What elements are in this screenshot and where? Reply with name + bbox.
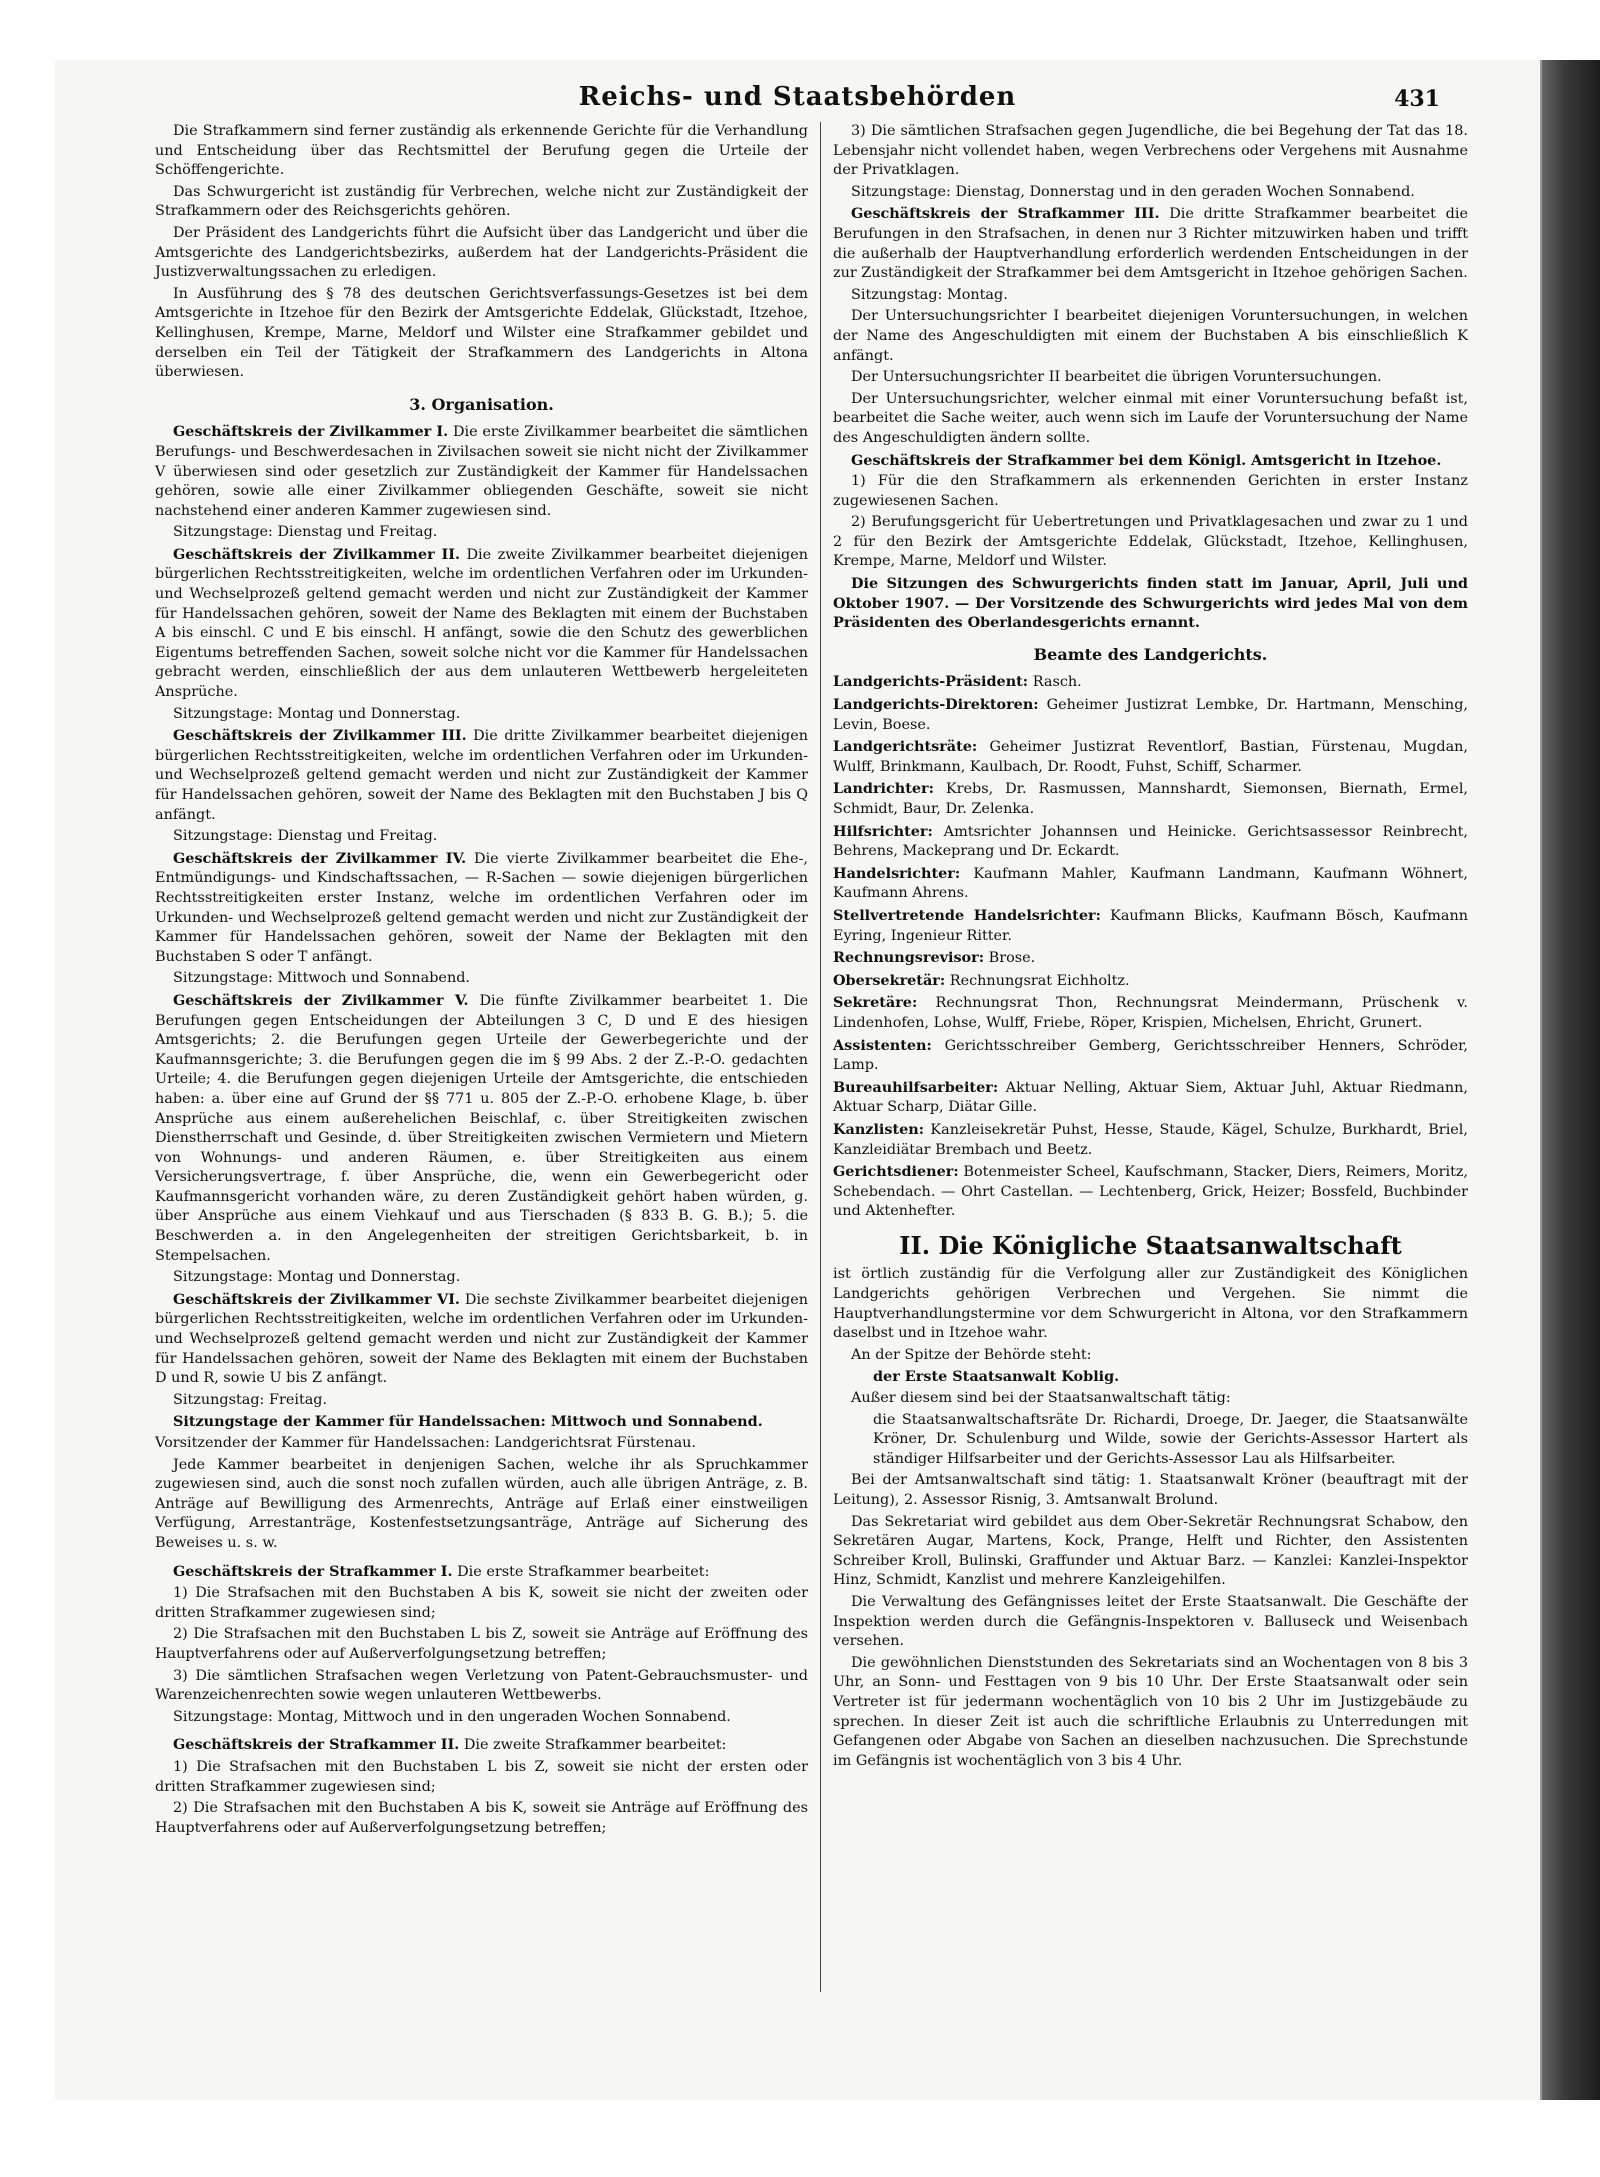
paragraph: Vorsitzender der Kammer für Handelssachen: Landgerichtsrat Fürstenau. [155, 1435, 697, 1451]
document-page [55, 60, 1540, 2100]
running-title: Reichs- und Staatsbehörden [578, 82, 1017, 112]
paragraph-heading: Geschäftskreis der Zivilkammer III. [173, 727, 467, 745]
paragraph: Jede Kammer bearbeitet in denjenigen Sachen, welche ihr als Spruchkammer zugewiesen sind, auch die sonst noch zufallen würden, auch alle übrigen Anträge, z. B. Anträge auf Bewilligung des Armenrechts, Anträge auf Erlaß einer einstweiligen Verfügung, Arrestanträge, Kostenfestsetzungsanträge, Anträge auf Sicherung des Beweises u. s. w. [155, 1456, 808, 1551]
paragraph [155, 849, 808, 968]
sitting-days: Sitzungstage: Montag, Mittwoch und in den ungeraden Wochen Sonnabend. [173, 1708, 731, 1725]
staff-label: Landgerichts-Präsident: [833, 673, 1029, 691]
staff-names: Geheimer Justizrat Lembke, Dr. Hartmann, Mensching, Levin, Boese. [833, 697, 1468, 733]
paragraph [155, 991, 808, 1266]
staff-label: Gerichtsdiener: [833, 1163, 959, 1181]
paragraph-text: Die sechste Zivilkammer bearbeitet diejenigen bürgerlichen Rechtsstreitigkeiten, welche im ordentlichen Verfahren oder im Urkunden- und Wechselprozeß geltend gemacht werden und nicht zur Zuständigkeit der Kammer für Handelssachen gehören, soweit der Name des Beklagten mit einem der Buchstaben D und R, sowie U bis Z anfängt. [155, 1291, 809, 1387]
sitting-days: Sitzungstage: Montag und Donnerstag. [173, 1269, 461, 1286]
section-heading: 3. Organisation. [409, 394, 554, 414]
paragraph [155, 1290, 808, 1389]
staff-names: Amtsrichter Johannsen und Heinicke. Gerichtsassessor Reinbrecht, Behrens, Mackeprang und Dr. Eckardt. [833, 823, 1468, 860]
staff-entry [833, 971, 1468, 992]
staff-names: Rasch. [1032, 674, 1082, 691]
sitting-days: Sitzungstag: Montag. [851, 286, 1008, 303]
paragraph [155, 726, 808, 825]
paragraph: Die Sitzungen des Schwurgerichts finden statt im Januar, April, Juli und Oktober 1907. — Der Vorsitzende des Schwurgerichts wird jedes Mal von dem Präsidenten des Oberlandesgerichts ernannt. [833, 575, 1468, 632]
section-heading: Beamte des Landgerichts. [1033, 644, 1268, 664]
paragraph-text: Die erste Zivilkammer bearbeitet die sämtlichen Berufungs- und Beschwerdesachen in Zivilsachen soweit sie nicht nicht der Zivilkammer V überwiesen sind oder gesetzlich zur Zuständigkeit der Kammer für Handelssachen gehören, sowie alle einer Zivilkammer obliegenden Geschäfte, soweit sie nicht nachstehend einer anderen Kammer zugewiesen sind. [155, 424, 808, 519]
paragraph-heading: Geschäftskreis der Zivilkammer I. [173, 423, 449, 441]
staff-entry [833, 948, 1468, 969]
staff-entry [833, 672, 1468, 693]
staff-names: Geheimer Justizrat Reventlorf, Bastian, Fürstenau, Mugdan, Wulff, Brinkmann, Kaulbach, Dr. Roodt, Fuhst, Schiff, Scharmer. [833, 739, 1468, 775]
staff-names: Aktuar Nelling, Aktuar Siem, Aktuar Juhl, Aktuar Riedmann, Aktuar Scharp, Diätar Gille. [833, 1079, 1468, 1116]
staff-entry [833, 1120, 1468, 1160]
staff-label: Landrichter: [833, 780, 934, 798]
paragraph [155, 422, 808, 521]
list-item: 2) Berufungsgericht für Uebertretungen und Privatklagesachen und zwar zu 1 und 2 für den Bezirk der Amtsgerichte Eddelak, Glückstadt, Itzehoe, Kellinghusen, Krempe, Marne, Meldorf und Wilster. [833, 514, 1468, 570]
paragraph-text: Die dritte Zivilkammer bearbeitet diejenigen bürgerlichen Rechtsstreitigkeiten, welche im ordentlichen Verfahren oder im Urkunden- und Wechselprozeß geltend gemacht werden und nicht zur Zuständigkeit der Kammer für Handelssachen gehören, soweit der Name des Beklagten mit den Buchstaben J bis Q anfängt. [155, 728, 808, 823]
page-number: 431 [1394, 86, 1440, 112]
staff-names: Botenmeister Scheel, Kaufschmann, Stacker, Diers, Reimers, Moritz, Schebendach. — Ohrt Castellan. — Lechtenberg, Grick, Heizer; Bossfeld, Buchbinder und Aktenhefter. [833, 1164, 1469, 1220]
staff-names: Gerichtsschreiber Gemberg, Gerichtsschreiber Henners, Schröder, Lamp. [833, 1037, 1468, 1074]
staff-names: Brose. [988, 950, 1036, 967]
sitting-days: Sitzungstage: Dienstag, Donnerstag und in den geraden Wochen Sonnabend. [851, 183, 1415, 200]
left-column [155, 122, 808, 1840]
staff-names: Krebs, Dr. Rasmussen, Mannshardt, Siemonsen, Biernath, Ermel, Schmidt, Baur, Dr. Zelenka. [833, 781, 1468, 817]
paragraph [155, 1562, 808, 1583]
sitting-days: Sitzungstage: Mittwoch und Sonnabend. [173, 970, 471, 987]
paragraph: die Staatsanwaltschaftsräte Dr. Richardi, Droege, Dr. Jaeger, die Staatsanwälte Kröner, Dr. Schulenburg und Wilde, sowie der Gerichts-Assessor Hartert als ständiger Hilfsarbeiter und der Gerichts-Assessor Lau als Hilfsarbeiter. [873, 1411, 1468, 1467]
list-item: 1) Die Strafsachen mit den Buchstaben L bis Z, soweit sie nicht der ersten oder dritten Strafkammer zugewiesen sind; [155, 1758, 808, 1795]
paragraph: Die Verwaltung des Gefängnisses leitet der Erste Staatsanwalt. Die Geschäfte der Inspektion werden durch die Gefängnis-Inspektoren v. Balluseck und Weisenbach versehen. [833, 1593, 1468, 1650]
sitting-days: Sitzungstag: Freitag. [173, 1391, 328, 1408]
paragraph-heading: Geschäftskreis der Zivilkammer V. [173, 991, 469, 1009]
paragraph: An der Spitze der Behörde steht: [851, 1346, 1092, 1363]
staff-entry [833, 822, 1468, 862]
paragraph-text: Die dritte Strafkammer bearbeitet die Berufungen in den Strafsachen, in denen nur 3 Richter mitzuwirken haben und trifft die außerhalb der Hauptverhandlung erforderlich werdenden Entscheidungen in der zur Zuständigkeit der Strafkammer bei dem Amtsgericht in Itzehoe gehörigen Sachen. [833, 206, 1468, 282]
staff-label: Kanzlisten: [833, 1120, 925, 1138]
staff-label: Sekretäre: [833, 994, 918, 1012]
column-divider [820, 122, 821, 1992]
paragraph: Außer diesem sind bei der Staatsanwaltschaft tätig: [851, 1390, 1231, 1407]
paragraph-text: Die zweite Zivilkammer bearbeitet diejenigen bürgerlichen Rechtsstreitigkeiten, welche im ordentlichen Verfahren oder im Urkunden- und Wechselprozeß geltend gemacht werden und nicht zur Zuständigkeit der Kammer für Handelssachen gehören, soweit der Name des Beklagten mit einem der Buchstaben A bis einschl. C und E bis einschl. H anfängt, sowie die den Schutz des gewerblichen Eigentums betreffenden Sachen, soweit solche nicht vor die Kammer für Handelssachen gebracht werden, einschließlich der aus dem unlauteren Wettbewerb hergeleiteten Ansprüche. [155, 546, 809, 701]
sitting-days: Sitzungstage: Montag und Donnerstag. [173, 705, 461, 722]
page-header [55, 82, 1540, 122]
staff-names: Kaufmann Blicks, Kaufmann Bösch, Kaufmann Eyring, Ingenieur Ritter. [833, 907, 1468, 944]
paragraph-text: Die zweite Strafkammer bearbeitet: [463, 1737, 727, 1754]
paragraph: In Ausführung des § 78 des deutschen Gerichtsverfassungs-Gesetzes ist bei dem Amtsgerichte in Itzehoe für den Bezirk der Amtsgerichte Eddelak, Glückstadt, Itzehoe, Kellinghusen, Krempe, Marne, Meldorf und Wilster eine Strafkammer gebildet und derselben ein Teil der Tätigkeit der Strafkammern des Landgerichts in Altona überwiesen. [155, 285, 808, 381]
sitting-days: Sitzungstage: Dienstag und Freitag. [173, 524, 438, 541]
paragraph-heading: Geschäftskreis der Strafkammer I. [173, 1562, 453, 1580]
paragraph: Das Schwurgericht ist zuständig für Verbrechen, welche nicht zur Zuständigkeit der Strafkammern oder des Reichsgerichts gehören. [155, 183, 808, 220]
paragraph: Der Untersuchungsrichter II bearbeitet die übrigen Voruntersuchungen. [851, 369, 1382, 386]
paragraph-heading: Geschäftskreis der Zivilkammer VI. [173, 1290, 460, 1308]
list-item: 3) Die sämtlichen Strafsachen gegen Jugendliche, die bei Begehung der Tat das 18. Lebensjahr nicht vollendet haben, wegen Verbrechens oder Vergehens mit Ausnahme der Privatklagen. [833, 123, 1468, 179]
staff-label: Bureauhilfsarbeiter: [833, 1078, 999, 1096]
staff-label: Landgerichts-Direktoren: [833, 696, 1039, 714]
staff-label: Stellvertretende Handelsrichter: [833, 906, 1101, 924]
list-item: 1) Für die den Strafkammern als erkennenden Gerichten in erster Instanz zugewiesenen Sachen. [833, 473, 1468, 509]
staff-label: Landgerichtsräte: [833, 738, 978, 756]
paragraph-heading: Geschäftskreis der Zivilkammer IV. [173, 849, 467, 867]
paragraph: Die Strafkammern sind ferner zuständig als erkennende Gerichte für die Verhandlung und Entscheidung über das Rechtsmittel der Berufung gegen die Urteile der Schöffengerichte. [155, 123, 808, 179]
scan-shadow-edge [1540, 60, 1600, 2100]
sitting-days: Sitzungstage: Dienstag und Freitag. [173, 828, 438, 845]
staff-names: Rechnungsrat Thon, Rechnungsrat Meindermann, Prüschenk v. Lindenhofen, Lohse, Wulff, Friebe, Röper, Krispien, Michelsen, Ehricht, Grunert. [833, 995, 1468, 1031]
paragraph: Der Untersuchungsrichter, welcher einmal mit einer Voruntersuchung befaßt ist, bearbeitet die Sache weiter, auch wenn sich im Laufe der Voruntersuchung der Name des Angeschuldigten ändern sollte. [833, 390, 1468, 446]
staff-label: Hilfsrichter: [833, 822, 933, 840]
paragraph-text: Die vierte Zivilkammer bearbeitet die Ehe-, Entmündigungs- und Kindschaftssachen, — R-Sachen — sowie diejenigen bürgerlichen Rechtsstreitigkeiten erster Instanz, welche im ordentlichen Verfahren oder im Urkunden- und Wechselprozeß geltend gemacht werden und nicht zur Zuständigkeit der Kammer für Handelssachen gehören, soweit der Name der Beklagten mit den Buchstaben S oder T anfängt. [155, 850, 808, 965]
staff-label: Assistenten: [833, 1036, 932, 1054]
staff-label: Rechnungsrevisor: [833, 949, 985, 967]
staff-entry [833, 779, 1468, 819]
paragraph-text: Die erste Strafkammer bearbeitet: [457, 1563, 710, 1580]
paragraph: Das Sekretariat wird gebildet aus dem Ober-Sekretär Rechnungsrat Schabow, den Sekretären Augar, Martens, Kock, Prange, Helft und Richter, den Assistenten Schreiber Kroll, Bulinski, Graffunder und Aktuar Barz. — Kanzlei: Kanzlei-Inspektor Hinz, Schmidt, Kanzlist und mehrere Kanzleigehilfen. [833, 1513, 1468, 1589]
staff-label: Handelsrichter: [833, 864, 961, 882]
right-column [833, 122, 1468, 1773]
list-item: 3) Die sämtlichen Strafsachen wegen Verletzung von Patent-Gebrauchsmuster- und Warenzeichenrechten sowie wegen unlauteren Wettbewerbs. [155, 1667, 808, 1704]
paragraph [155, 1735, 808, 1756]
staff-names: Kaufmann Mahler, Kaufmann Landmann, Kaufmann Wöhnert, Kaufmann Ahrens. [833, 865, 1468, 902]
staff-names: Rechnungsrat Eichholtz. [949, 972, 1130, 989]
staff-entry [833, 737, 1468, 777]
list-item: 1) Die Strafsachen mit den Buchstaben A bis K, soweit sie nicht der zweiten oder dritten Strafkammer zugewiesen sind; [155, 1585, 808, 1621]
staff-entry [833, 906, 1468, 946]
staff-label: Obersekretär: [833, 971, 946, 989]
paragraph: ist örtlich zuständig für die Verfolgung aller zur Zuständigkeit des Königlichen Landgerichts gehörigen Verbrechen und Vergehen. Sie nimmt die Hauptverhandlungstermine vor dem Schwurgericht in Altona, vor den Strafkammern daselbst und in Itzehoe wahr. [833, 1266, 1468, 1342]
list-item: 2) Die Strafsachen mit den Buchstaben A bis K, soweit sie Anträge auf Eröffnung des Hauptverfahrens oder auf Außerverfolgungsetzung betreffen; [155, 1800, 808, 1836]
chapter-heading: II. Die Königliche Staatsanwaltschaft [899, 1230, 1402, 1260]
staff-entry [833, 864, 1468, 904]
paragraph [833, 204, 1468, 283]
paragraph [155, 545, 808, 703]
paragraph: Der Präsident des Landgerichts führt die Aufsicht über das Landgericht und über die Amtsgerichte des Landgerichtsbezirks, außerdem hat der Landgerichts-Präsident die Justizverwaltungssachen zu erledigen. [155, 224, 808, 281]
paragraph: Bei der Amtsanwaltschaft sind tätig: 1. Staatsanwalt Kröner (beauftragt mit der Leitung), 2. Assessor Risnig, 3. Amtsanwalt Brolund. [833, 1472, 1468, 1508]
paragraph-heading: Geschäftskreis der Zivilkammer II. [173, 545, 461, 563]
paragraph-text: Die fünfte Zivilkammer bearbeitet 1. Die Berufungen gegen Entscheidungen der Abteilungen 3 C, D und E des hiesigen Amtsgerichts; 2. die Berufungen gegen Urteile der Gewerbegerichte und der Kaufmannsgerichte; 3. die Berufungen gegen die im § 99 Abs. 2 der Z.-P.-O. gedachten Urteile; 4. die Berufungen gegen diejenigen Urteile der Amtsgerichte, die entschieden haben: a. über eine auf Grund der §§ 771 u. 805 der Z.-P.-O. erhobene Klage, b. über Ansprüche aus einem außerehelichen Beischlaf, c. über Streitigkeiten zwischen Dienstherrschaft und Gesinde, d. über Streitigkeiten zwischen Vermietern und Mietern von Wohnungs- und anderen Räumen, e. über Streitigkeiten aus einem Versicherungsvertrage, f. über Ansprüche, die, wenn ein Gewerbegericht oder Kaufmannsgericht vorhanden wäre, zu deren Zuständigkeit gehört haben würden, g. über Ansprüche aus einem Viehkauf und aus Tierschaden (§ 833 B. G. B.); 5. die Beschwerden a. in den Angelegenheiten der streitigen Gerichtsbarkeit, b. in Stempelsachen. [155, 992, 808, 1264]
paragraph: Die gewöhnlichen Dienststunden des Sekretariats sind an Wochentagen von 8 bis 3 Uhr, an Sonn- und Festtagen von 9 bis 10 Uhr. Der Erste Staatsanwalt oder sein Vertreter ist für jedermann wochentäglich von 10 bis 2 Uhr im Justizgebäude zu sprechen. In dieser Zeit ist auch die schriftliche Erlaubnis zu Unterredungen mit Gefangenen oder Abgabe von Sachen an dieselben nachzusuchen. Die Sprechstunde im Gefängnis ist wochentäglich von 3 bis 4 Uhr. [833, 1654, 1468, 1769]
paragraph: der Erste Staatsanwalt Koblig. [873, 1368, 1120, 1386]
staff-entry [833, 1078, 1468, 1118]
paragraph-heading: Geschäftskreis der Strafkammer III. [851, 205, 1160, 223]
staff-entry [833, 695, 1468, 735]
paragraph: Der Untersuchungsrichter I bearbeitet diejenigen Voruntersuchungen, in welchen der Name des Angeschuldigten mit einem der Buchstaben A bis einschließlich K anfängt. [833, 308, 1468, 364]
staff-entry [833, 1162, 1468, 1222]
list-item: 2) Die Strafsachen mit den Buchstaben L bis Z, soweit sie Anträge auf Eröffnung des Hauptverfahrens oder auf Außerverfolgungsetzung betreffen; [155, 1626, 808, 1662]
staff-entry [833, 993, 1468, 1033]
staff-names: Kanzleisekretär Puhst, Hesse, Staude, Kägel, Schulze, Burkhardt, Briel, Kanzleidiätar Brembach und Beetz. [833, 1121, 1468, 1158]
sitting-days: Sitzungstage der Kammer für Handelssachen: Mittwoch und Sonnabend. [173, 1413, 763, 1431]
paragraph-heading: Geschäftskreis der Strafkammer bei dem Königl. Amtsgericht in Itzehoe. [851, 451, 1442, 469]
paragraph-heading: Geschäftskreis der Strafkammer II. [173, 1736, 460, 1754]
staff-entry [833, 1036, 1468, 1076]
